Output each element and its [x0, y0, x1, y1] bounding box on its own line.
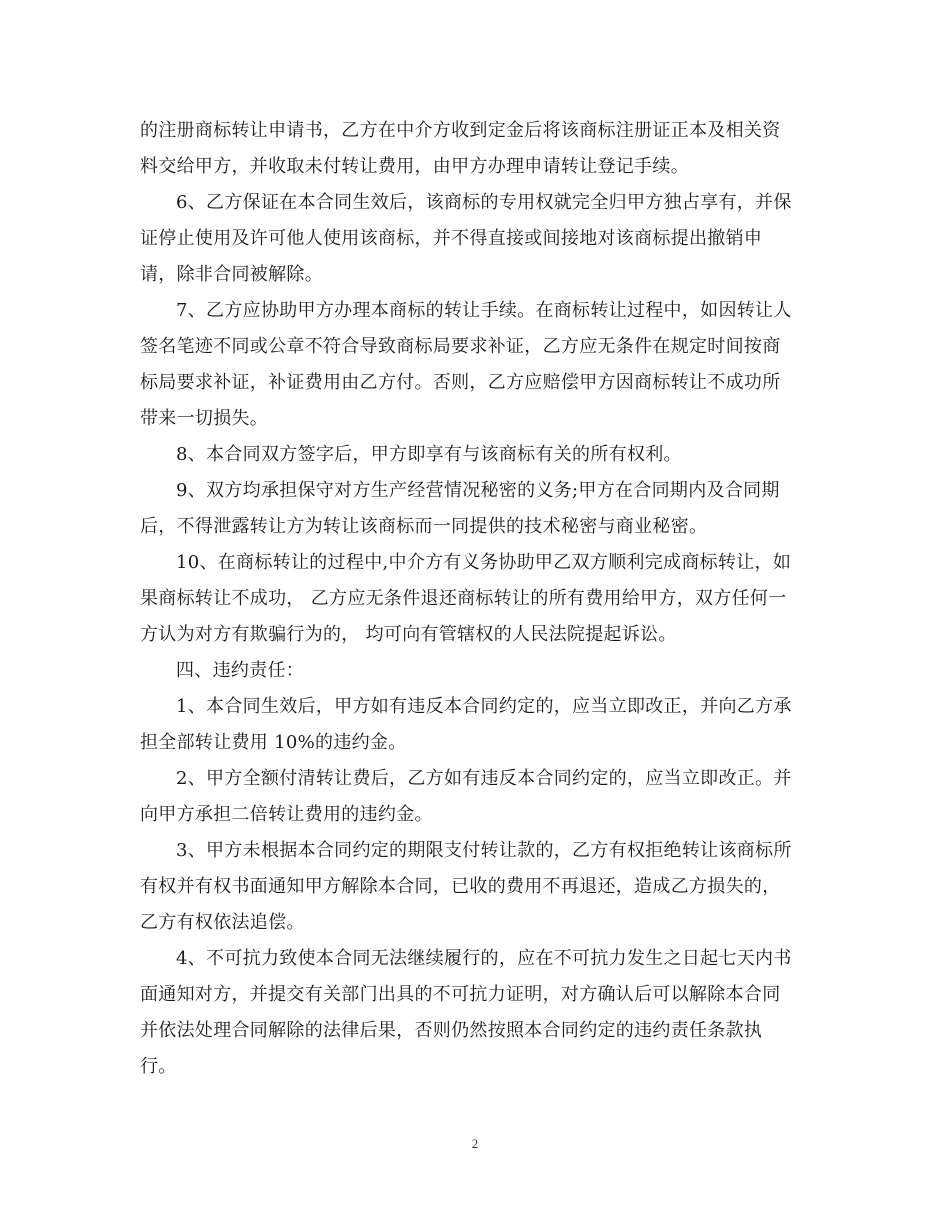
paragraph-continued — [140, 113, 810, 185]
text-line: 9、双方均承担保守对方生产经营情况秘密的义务;甲方在合同期内及合同期 — [176, 480, 780, 501]
section-heading: 四、违约责任： — [176, 660, 305, 681]
text-line: 证停止使用及许可他人使用该商标，并不得直接或间接地对该商标提出撤销申 — [140, 228, 763, 249]
text-line: 并依法处理合同解除的法律后果，否则仍然按照本合同约定的违约责任条款执 — [140, 1020, 763, 1041]
text-line: 请，除非合同被解除。 — [140, 264, 323, 285]
text-line: 10、在商标转让的过程中,中介方有义务协助甲乙双方顺利完成商标转让，如 — [176, 552, 792, 573]
clause-6 — [140, 185, 810, 293]
text-line: 料交给甲方，并收取未付转让费用，由甲方办理申请转让登记手续。 — [140, 156, 689, 177]
text-line: 6、乙方保证在本合同生效后，该商标的专用权就完全归甲方独占享有，并保 — [176, 192, 792, 213]
text-line: 1、本合同生效后，甲方如有违反本合同约定的，应当立即改正，并向乙方承 — [176, 696, 792, 717]
text-line: 3、甲方未根据本合同约定的期限支付转让款的，乙方有权拒绝转让该商标所 — [176, 840, 792, 861]
text-line: 行。 — [140, 1056, 177, 1077]
text-line: 面通知对方，并提交有关部门出具的不可抗力证明，对方确认后可以解除本合同 — [140, 984, 781, 1005]
text-line: 果商标转让不成功， 乙方应无条件退还商标转让的所有费用给甲方，双方任何一 — [140, 588, 787, 609]
text-line: 的注册商标转让申请书，乙方在中介方收到定金后将该商标注册证正本及相关资 — [140, 120, 781, 141]
text-line: 7、乙方应协助甲方办理本商标的转让手续。在商标转让过程中，如因转让人 — [176, 300, 792, 321]
breach-clause-2 — [140, 761, 810, 833]
text-line: 乙方有权依法追偿。 — [140, 912, 305, 933]
breach-clause-1 — [140, 689, 810, 761]
clause-10 — [140, 545, 810, 653]
clause-9 — [140, 473, 810, 545]
text-line: 向甲方承担二倍转让费用的违约金。 — [140, 804, 433, 825]
text-line: 带来一切损失。 — [140, 408, 269, 429]
text-line: 担全部转让费用 10%的违约金。 — [140, 732, 407, 753]
text-line: 4、不可抗力致使本合同无法继续履行的，应在不可抗力发生之日起七天内书 — [176, 948, 792, 969]
document-body — [140, 113, 810, 1085]
breach-clause-4 — [140, 941, 810, 1085]
text-line: 签名笔迹不同或公章不符合导致商标局要求补证，乙方应无条件在规定时间按商 — [140, 336, 781, 357]
section-heading-breach-liability — [140, 653, 810, 689]
text-line: 后，不得泄露转让方为转让该商标而一同提供的技术秘密与商业秘密。 — [140, 516, 708, 537]
text-line: 方认为对方有欺骗行为的， 均可向有管辖权的人民法院提起诉讼。 — [140, 624, 677, 645]
clause-8 — [140, 437, 810, 473]
clause-7 — [140, 293, 810, 437]
text-line: 8、本合同双方签字后，甲方即享有与该商标有关的所有权利。 — [176, 444, 682, 465]
page-number: 2 — [471, 1136, 479, 1151]
text-line: 标局要求补证，补证费用由乙方付。否则，乙方应赔偿甲方因商标转让不成功所 — [140, 372, 781, 393]
text-line: 有权并有权书面通知甲方解除本合同，已收的费用不再退还，造成乙方损失的， — [140, 876, 781, 897]
text-line: 2、甲方全额付清转让费后，乙方如有违反本合同约定的，应当立即改正。并 — [176, 768, 792, 789]
breach-clause-3 — [140, 833, 810, 941]
